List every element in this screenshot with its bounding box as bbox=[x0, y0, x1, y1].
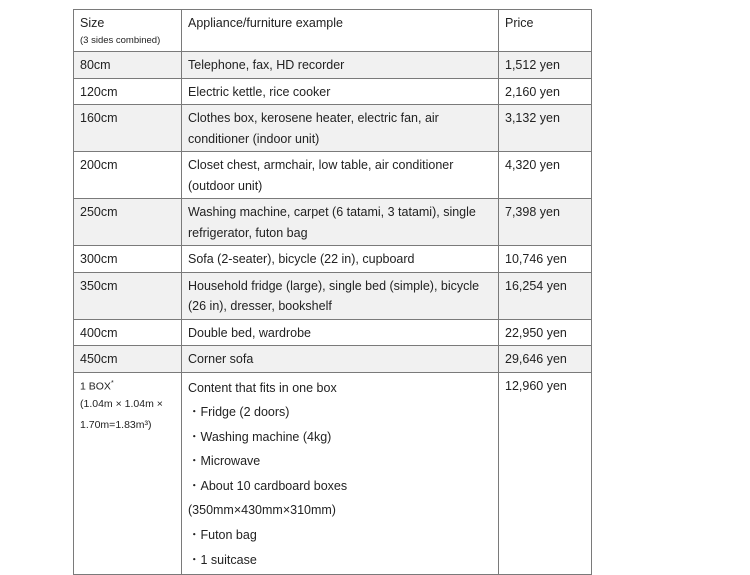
price-cell: 7,398 yen bbox=[499, 199, 592, 246]
size-cell: 120cm bbox=[74, 78, 182, 105]
box-content-line: Content that fits in one box bbox=[188, 380, 337, 395]
box-price-cell: 12,960 yen bbox=[499, 372, 592, 575]
box-content-cell bbox=[182, 372, 499, 575]
example-cell: Household fridge (large), single bed (simple), bicycle (26 in), dresser, bookshelf bbox=[182, 272, 499, 319]
price-cell: 3,132 yen bbox=[499, 105, 592, 152]
box-content-line: ・Fridge (2 doors) bbox=[188, 405, 290, 420]
table-row bbox=[74, 346, 592, 373]
header-size-note: (3 sides combined) bbox=[80, 34, 161, 46]
size-cell: 300cm bbox=[74, 246, 182, 273]
price-cell: 10,746 yen bbox=[499, 246, 592, 273]
size-cell: 160cm bbox=[74, 105, 182, 152]
box-content-line: (350mm×430mm×310mm) bbox=[188, 503, 336, 518]
example-cell: Corner sofa bbox=[182, 346, 499, 373]
box-content-line: ・Washing machine (4kg) bbox=[188, 429, 332, 444]
example-cell: Telephone, fax, HD recorder bbox=[182, 52, 499, 79]
header-size bbox=[74, 10, 182, 52]
box-content-line: ・1 suitcase bbox=[188, 552, 257, 567]
header-size-label: Size bbox=[80, 16, 105, 30]
box-label-text: 1 BOX bbox=[80, 380, 111, 392]
example-cell: Sofa (2-seater), bicycle (22 in), cupboard bbox=[182, 246, 499, 273]
box-content-line: ・About 10 cardboard boxes bbox=[188, 478, 348, 493]
example-cell: Electric kettle, rice cooker bbox=[182, 78, 499, 105]
table-row bbox=[74, 52, 592, 79]
table-row bbox=[74, 199, 592, 246]
moving-price-table bbox=[73, 9, 592, 575]
header-example: Appliance/furniture example bbox=[182, 10, 499, 52]
price-cell: 29,646 yen bbox=[499, 346, 592, 373]
price-cell: 2,160 yen bbox=[499, 78, 592, 105]
size-cell: 400cm bbox=[74, 319, 182, 346]
table-header-row bbox=[74, 10, 592, 52]
table-row bbox=[74, 272, 592, 319]
example-cell: Closet chest, armchair, low table, air conditioner (outdoor unit) bbox=[182, 152, 499, 199]
size-cell: 80cm bbox=[74, 52, 182, 79]
example-cell: Clothes box, kerosene heater, electric fan, air conditioner (indoor unit) bbox=[182, 105, 499, 152]
size-cell: 450cm bbox=[74, 346, 182, 373]
example-cell: Washing machine, carpet (6 tatami, 3 tatami), single refrigerator, futon bag bbox=[182, 199, 499, 246]
table-row bbox=[74, 319, 592, 346]
size-cell: 350cm bbox=[74, 272, 182, 319]
box-label bbox=[80, 376, 175, 395]
table-row-box bbox=[74, 372, 592, 575]
size-cell: 200cm bbox=[74, 152, 182, 199]
box-dimensions-line1: (1.04m × 1.04m × bbox=[80, 398, 163, 410]
box-content-line: ・Futon bag bbox=[188, 528, 257, 543]
box-content-line: ・Microwave bbox=[188, 454, 261, 469]
box-label-mark: * bbox=[110, 379, 114, 387]
box-dimensions-line2: 1.70m=1.83m³) bbox=[80, 419, 152, 431]
table-row bbox=[74, 246, 592, 273]
table-row bbox=[74, 152, 592, 199]
size-cell: 250cm bbox=[74, 199, 182, 246]
box-size-cell bbox=[74, 372, 182, 575]
price-cell: 16,254 yen bbox=[499, 272, 592, 319]
header-price: Price bbox=[499, 10, 592, 52]
table-row bbox=[74, 105, 592, 152]
example-cell: Double bed, wardrobe bbox=[182, 319, 499, 346]
price-cell: 1,512 yen bbox=[499, 52, 592, 79]
price-cell: 4,320 yen bbox=[499, 152, 592, 199]
table-row bbox=[74, 78, 592, 105]
price-cell: 22,950 yen bbox=[499, 319, 592, 346]
